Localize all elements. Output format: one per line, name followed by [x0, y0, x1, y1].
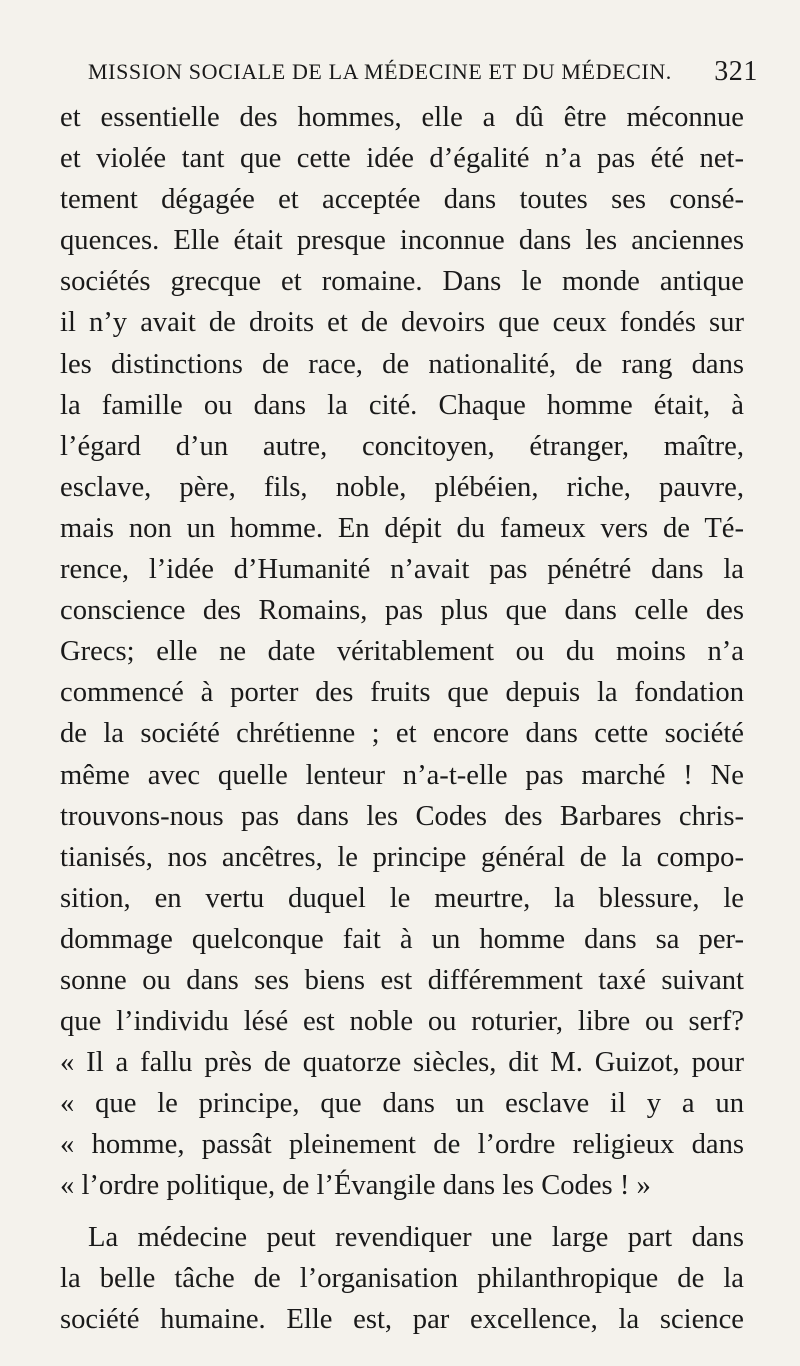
text-line: tement dégagée et acceptée dans toutes ses consé- — [60, 184, 744, 216]
text-line: les distinctions de race, de nationalité, de rang dans — [60, 348, 744, 380]
paragraph-2 — [60, 1217, 744, 1340]
text-line: et violée tant que cette idée d’égalité n’a pas été net- — [60, 143, 744, 175]
text-line: trouvons-nous pas dans les Codes des Barbares chris- — [60, 800, 744, 832]
paragraph-gap — [60, 1207, 744, 1217]
text-line: sonne ou dans ses biens est différemment taxé suivant — [60, 964, 744, 996]
text-line: il n’y avait de droits et de devoirs que ceux fondés sur — [60, 307, 744, 339]
text-line: esclave, père, fils, noble, plébéien, riche, pauvre, — [60, 471, 744, 503]
text-line: mais non un homme. En dépit du fameux vers de Té- — [60, 512, 744, 544]
text-line: « l’ordre politique, de l’Évangile dans les Codes ! » — [60, 1170, 651, 1202]
text-line: « que le principe, que dans un esclave il y a un — [60, 1088, 744, 1120]
running-title: MISSION SOCIALE DE LA MÉDECINE ET DU MÉDECIN. — [88, 59, 672, 84]
text-line: « Il a fallu près de quatorze siècles, dit M. Guizot, pour — [60, 1047, 744, 1079]
text-line: la belle tâche de l’organisation philanthropique de la — [60, 1262, 744, 1294]
paragraph-1 — [60, 97, 744, 1207]
text-line: Grecs; elle ne date véritablement ou du moins n’a — [60, 636, 744, 668]
running-header — [88, 52, 758, 92]
page-number: 321 — [714, 56, 758, 87]
text-line: commencé à porter des fruits que depuis la fondation — [60, 677, 744, 709]
text-line: que l’individu lésé est noble ou roturier, libre ou serf? — [60, 1006, 744, 1038]
page-body — [60, 97, 744, 1340]
text-line: « homme, passât pleinement de l’ordre religieux dans — [60, 1129, 744, 1161]
text-line: La médecine peut revendiquer une large part dans — [88, 1221, 744, 1253]
text-line: sition, en vertu duquel le meurtre, la blessure, le — [60, 882, 744, 914]
text-line: sociétés grecque et romaine. Dans le monde antique — [60, 266, 744, 298]
text-line: dommage quelconque fait à un homme dans sa per- — [60, 923, 744, 955]
text-line: la famille ou dans la cité. Chaque homme était, à — [60, 389, 744, 421]
text-line: tianisés, nos ancêtres, le principe général de la compo- — [60, 841, 744, 873]
text-line: conscience des Romains, pas plus que dans celle des — [60, 595, 744, 627]
text-line: l’égard d’un autre, concitoyen, étranger, maître, — [60, 430, 744, 462]
text-line: de la société chrétienne ; et encore dans cette société — [60, 718, 744, 750]
text-line: quences. Elle était presque inconnue dans les anciennes — [60, 225, 744, 257]
text-line: société humaine. Elle est, par excellence, la science — [60, 1303, 744, 1335]
text-line: et essentielle des hommes, elle a dû être méconnue — [60, 102, 744, 133]
text-line: même avec quelle lenteur n’a-t-elle pas marché ! Ne — [60, 759, 744, 791]
text-line: rence, l’idée d’Humanité n’avait pas pénétré dans la — [60, 554, 744, 586]
